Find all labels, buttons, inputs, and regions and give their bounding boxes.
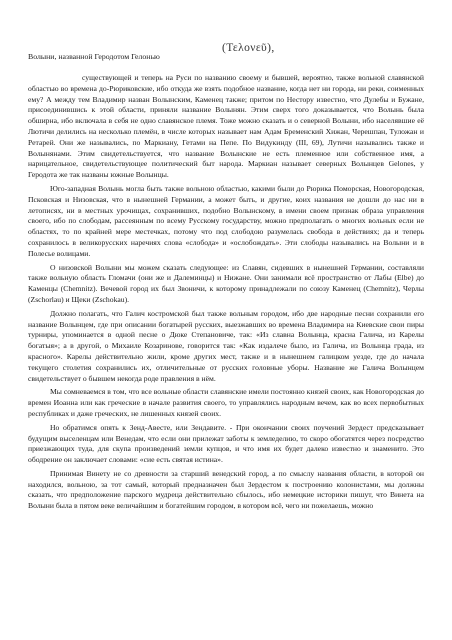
paragraph-2: Юго-западная Волынь могла быть также вольною областью, какими были до Рюрика Поморская, Новогородская, Псковская и Низовская, что в нынешней Германии, а может быть, и другие, коих названия не дошли до нас ни в летописях, ни в местных урочищах, сохранивших, подобно Волынскому, в имени своем признак образа управления своего, ибо по слободам, рассеянным по всему Русскому государству, можно предполагать о многих вольных если не областях, то по крайней мере местечках, потому что под слободою разумелась свобода в действиях; да и теперь сохранилось в великорусских наречиях слова «слобода» и «ослобождать». Эти слободы назывались на Волыни и в Полесье волицами. <box>28 183 424 258</box>
heading-title: Волыни, названной Геродотом Гелонью <box>28 52 160 61</box>
paragraph-3: О низовской Волыни мы можем сказать следующее: из Славян, сидевших в нынешней Германии, составляли также вольную область Гломачи (они же и Далеминцы) и Нижане. Они занимали всё пространство от Лабы (Elbe) до Каменцы (Chemnitz). Вечевой город их был Звоничи, к которому принадлежали по союзу Каменец (Chemnitz), Черлы (Zschorlau) и Щеки (Zschokau). <box>28 262 424 304</box>
heading-line <box>28 42 424 61</box>
paragraph-4: Должно полагать, что Галич костромской был также вольным городом, ибо две народные песни сохранили его название Волынцем, где при описании богатырей русских, выезжавших во времена Владимира на Киевские свои пиры турниры, упоминается в одной песне о Дюке Степановиче, так: «Из славна Волынца, красна Галича, из Карелы богатыя»; а в другой, о Михаиле Козаринове, говорится так: «Как издалече было, из Галича, из Волынца града, из красного». Карелы действительно жили, кроме других мест, также и в нынешнем галицком уезде, где до начала текущего столетия сохранились их, отличительные от русских головные уборы. Название же Галича Волынцем свидетельствует о бывшем некогда роде правления в нём. <box>28 308 424 383</box>
paragraph-7: Принимая Винету не со древности за старший венедский город, а по смыслу названия области, в которой он находился, вольною, за тот самый, который предназначен был Зердестом к построению колонистами, мы должны сказать, что предположение парского мудреца действительно сбылось, ибо немецкие историки пишут, что Винета на Волыни была в пятом веке величайшим и богатейшим городом, в котором всё, чего ни пожелаешь, можно <box>28 468 424 511</box>
paragraph-6: Но обратимся опять к Зенд-Авесте, или Зендавите. - При окончании своих поучений Зердест предсказывает будущим выселенцам или Венедам, что если они прилежат заботы к земледелию, то скоро обогатятся через посредство приезжающих туда, для скупа произведений земли купцов, и что имя их будет далеко известно и знаменито. Это ободрение он заключает словами: «сие есть святая истина». <box>28 422 424 465</box>
document-body <box>28 73 424 512</box>
heading-greek-word: (Τελονεῦ), <box>222 42 275 54</box>
paragraph-5: Мы сомневаемся в том, что все вольные области славянские имели постоянно князей своих, как Новогородская до времен Иоанна или как греческие в начале развития своего, то управлялись народным вечем, как во всех первобытных республиках и даже греческих, не лишенных князей своих. <box>28 387 424 418</box>
paragraph-1: существующей и теперь на Руси по названию своему и бывшей, вероятно, также вольной славянской областью во времена до-Рюриковские, ибо откуда же взять подобное название, когда нет ни города, ни реки, соименных ему? А между тем Владимир назван Волынским, Каменец также; притом по Нестору известно, что Дулебы и Бужане, присоединившись к этой области, приняли название Волынян. Этим сверх того доказывается, что Волынь была обширна, ибо включала в себя не одно славянское племя. Тоже можно сказать и о северной Волыни, ибо населявшие её Лютичи делились на несколько племён, в числе которых называет нам Адам Бременский Хижан, Черешпан, Туложан и Ретарей. Они же назывались, по Маркиану, Гетами на Пепе. По Видукинду (III, 69), Лутичи назывались также и Волынянами. Этим свидетельствуется, что название Волынские не есть племенное или собственное имя, а нарицательное, свидетельствующее политический быт народа. Маркиан называет северных Волынцев Gelones, у Геродота же так названы южные Волынцы. <box>28 73 424 180</box>
